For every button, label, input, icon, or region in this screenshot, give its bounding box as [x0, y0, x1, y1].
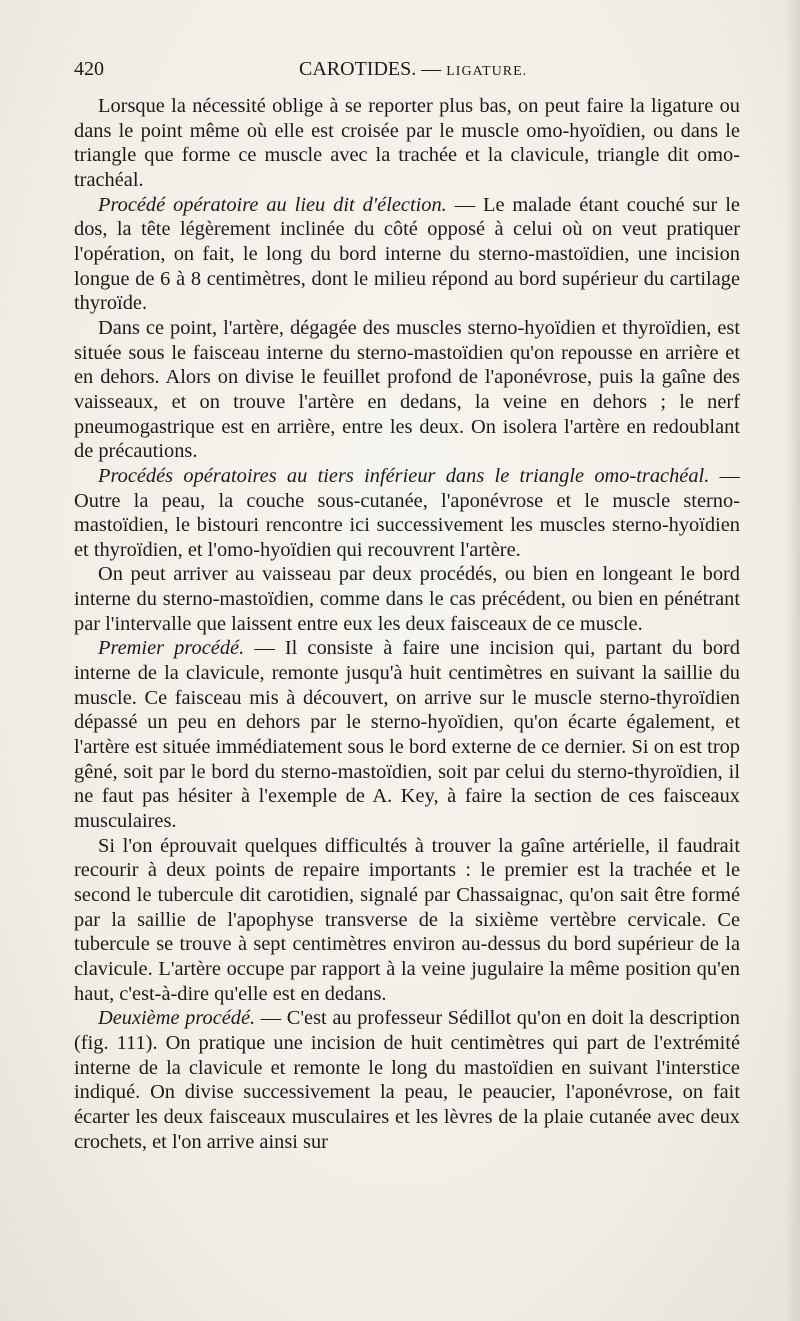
section-heading: Premier procédé. — [98, 637, 245, 660]
paragraph — [74, 562, 740, 636]
paragraph — [74, 94, 740, 193]
paragraph — [74, 834, 740, 1007]
paragraph-text: — Outre la peau, la couche sous-cutanée, l'aponévrose et le muscle sterno-mastoïdien, le bistouri rencontre ici successivement les muscles sterno-hyoïdien et thyroïdien, et l'omo-hyoïdien qui recouvrent l'artère. — [74, 464, 740, 561]
running-title-sub: LIGATURE. — [446, 64, 528, 79]
page-number: 420 — [74, 58, 104, 80]
paragraph-text: — Il consiste à faire une incision qui, partant du bord interne de la clavicule, remonte jusqu'à huit centimètres en suivant la saillie du muscle. Ce faisceau mis à découvert, on arrive sur le muscle sterno-thyroïdien dépassé un peu en dehors par le sterno-hyoïdien, qu'on écarte également, et l'artère est située immédiatement sous le bord externe de ce dernier. Si on est trop gêné, soit par le bord du sterno-mastoïdien, soit par celui du sterno-thyroïdien, il ne faut pas hésiter à l'exemple de A. Key, à faire la section de ces faisceaux musculaires. — [74, 637, 740, 833]
paragraph — [74, 193, 740, 316]
section-heading: Procédés opératoires au tiers inférieur dans le triangle omo-trachéal. — [98, 464, 710, 487]
section-heading: Deuxième procédé. — [98, 1007, 256, 1030]
paragraph — [74, 316, 740, 464]
paragraph-text: — Le malade étant couché sur le dos, la tête légèrement inclinée du côté opposé à celui où on veut pratiquer l'opération, on fait, le long du bord interne du sterno-mastoïdien, une incision longue de 6 à 8 centimètres, dont le milieu répond au bord supérieur du cartilage thyroïde. — [74, 193, 740, 315]
paragraph-text: — C'est au professeur Sédillot qu'on en doit la description (fig. 111). On pratique une incision de huit centimètres qui part de l'extrémité interne de la clavicule et remonte le long du mastoïdien en suivant l'interstice indiqué. On divise successivement la peau, le peaucier, l'aponévrose, on fait écarter les deux faisceaux musculaires et les lèvres de la plaie cutanée avec deux crochets, et l'on arrive ainsi sur — [74, 1007, 741, 1153]
paragraph-text: Dans ce point, l'artère, dégagée des muscles sterno-hyoïdien et thyroïdien, est située sous le faisceau interne du sterno-mastoïdien qu'on repousse en arrière et en dehors. Alors on divise le feuillet profond de l'aponévrose, puis la gaîne des vaisseaux, et on trouve l'artère en dedans, la veine en dehors ; le nerf pneumogastrique est en arrière, entre les deux. On isolera l'artère en redoublant de précautions. — [74, 316, 740, 463]
paragraph-text: Lorsque la nécessité oblige à se reporter plus bas, on peut faire la ligature ou dans le point même où elle est croisée par le muscle omo-hyoïdien, ou dans le triangle que forme ce muscle avec la trachée et la clavicule, triangle dit omo-trachéal. — [74, 95, 740, 191]
running-header — [74, 58, 740, 88]
body-text — [74, 94, 740, 1154]
running-title — [299, 58, 527, 81]
paragraph — [74, 464, 740, 563]
page-edge-shadow — [786, 0, 800, 1321]
paragraph-text: On peut arriver au vaisseau par deux procédés, ou bien en longeant le bord interne du sterno-mastoïdien, comme dans le cas précédent, ou bien en pénétrant par l'intervalle que laissent entre eux les deux faisceaux de ce muscle. — [74, 563, 740, 635]
paragraph — [74, 1006, 740, 1154]
paragraph-text: Si l'on éprouvait quelques difficultés à trouver la gaîne artérielle, il faudrait recourir à deux points de repaire importants : le premier est la trachée et le second le tubercule dit carotidien, signalé par Chassaignac, qu'on sait être formé par la saillie de l'apophyse transverse de la sixième vertèbre cervicale. Ce tubercule se trouve à sept centimètres environ au-dessus du bord supérieur de la clavicule. L'artère occupe par rapport à la veine jugulaire la même position qu'en haut, c'est-à-dire qu'elle est en dedans. — [74, 834, 740, 1005]
section-heading: Procédé opératoire au lieu dit d'élection. — [98, 193, 447, 216]
running-title-main: CAROTIDES. — — [299, 58, 442, 80]
paragraph — [74, 636, 740, 833]
